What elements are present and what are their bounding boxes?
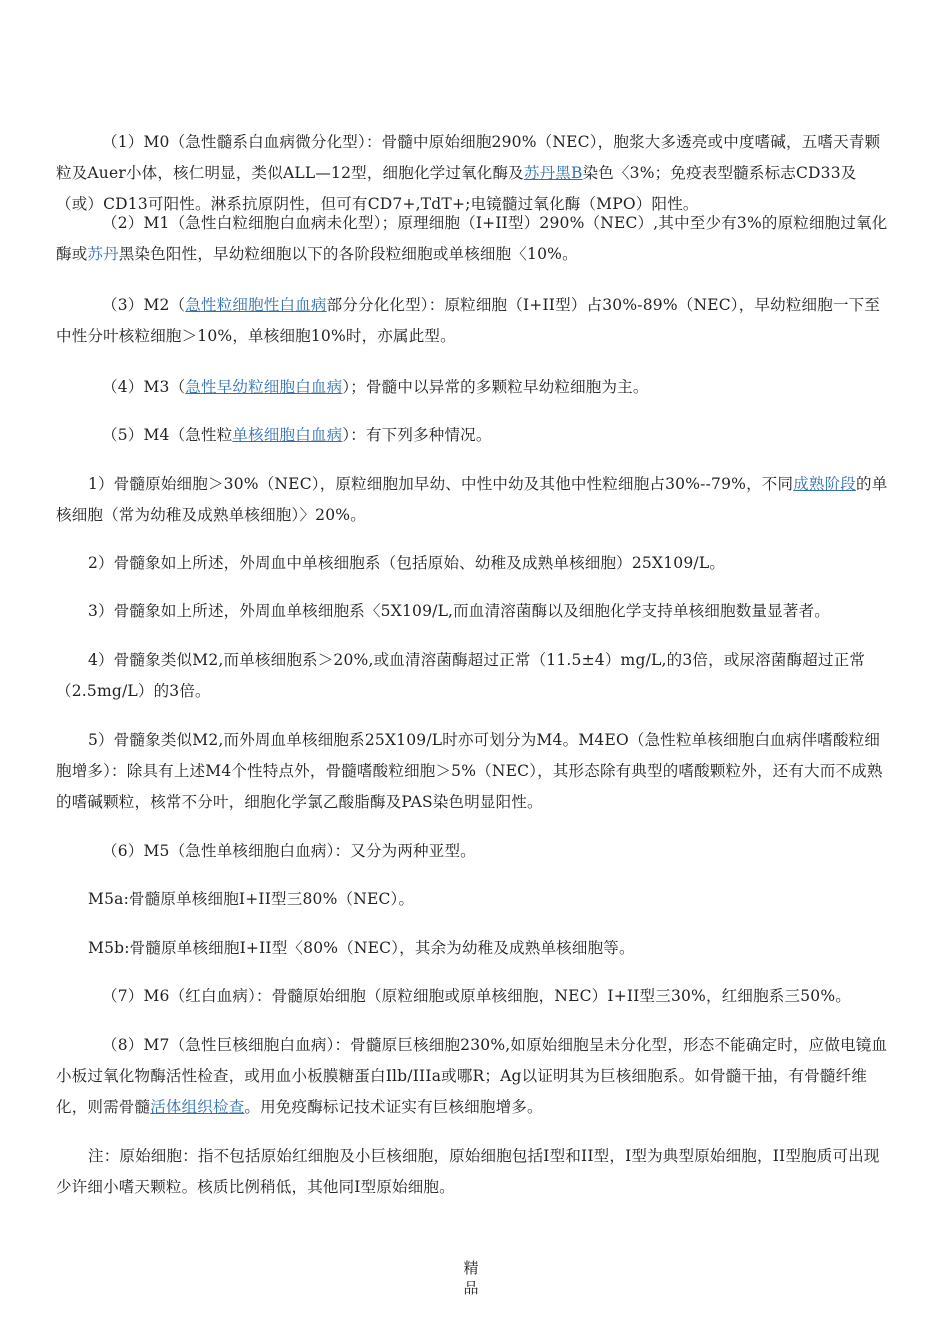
- paragraph-m0-text-pre: （1）M0（急性髓系白血病微分化型）：骨髓中原始细胞290%（NEC），胞浆大多透亮或中度嗜碱，五嗜天青颗粒及Auer小体，核仁明显，类似ALL—12型，细胞化学过氧化酶及: [56, 133, 881, 182]
- paragraph-m4-item-1-text-pre: 1）骨髓原始细胞＞30%（NEC），原粒细胞加早幼、中性中幼及其他中性粒细胞占30%--79%，不同: [88, 475, 794, 493]
- paragraph-m7: [56, 1030, 894, 1123]
- paragraph-m2: [56, 290, 894, 352]
- paragraph-m1-text-post: 黑染色阳性，早幼粒细胞以下的各阶段粒细胞或单核细胞〈10%。: [118, 245, 578, 263]
- paragraph-m4: [56, 420, 894, 451]
- paragraph-m0-text-post: 染色〈3%；免疫表型髓系标志CD33及（或）CD13可阳性。淋系抗原阴性，但可有CD7+,TdT+;电镜髓过氧化酶（MPO）阳性。: [56, 164, 857, 213]
- paragraph-m7-text-pre: （8）M7（急性巨核细胞白血病）：骨髓原巨核细胞230%,如原始细胞呈未分化型，形态不能确定时，应做电镜血小板过氧化物酶活性检查，或用血小板膜糖蛋白Ilb/IIIa或哪R；Ag以证明其为巨核细胞系。如骨髓干抽，有骨髓纤维化，则需骨髓: [56, 1036, 888, 1116]
- link-maturation-stage[interactable]: 成熟阶段: [793, 475, 856, 493]
- paragraph-m4-text-pre: （5）M4（急性粒: [102, 426, 233, 444]
- paragraph-m2-text-post: 部分分化化型）：原粒细胞（I+II型）占30%-89%（NEC），早幼粒细胞一下至中性分叶核粒细胞＞10%，单核细胞10%时，亦属此型。: [56, 296, 881, 345]
- paragraph-note: 注：原始细胞：指不包括原始红细胞及小巨核细胞，原始细胞包括I型和II型，I型为典型原始细胞，II型胞质可出现少许细小嗜天颗粒。核质比例稍低，其他同I型原始细胞。: [56, 1147, 880, 1196]
- paragraph-m5a: M5a:骨髓原单核细胞I+II型三80%（NEC）。: [88, 890, 415, 908]
- footer-char-2: 品: [463, 1279, 479, 1297]
- paragraph-m4-item-3: 3）骨髓象如上所述，外周血单核细胞系〈5X109/L,而血清溶菌酶以及细胞化学支持单核细胞数量显著者。: [88, 602, 830, 620]
- link-acute-promyelocytic-leukemia[interactable]: 急性早幼粒细胞白血病: [185, 378, 343, 396]
- footer-char-1: 精: [463, 1259, 479, 1277]
- link-biopsy[interactable]: 活体组织检查: [150, 1098, 245, 1116]
- paragraph-m3-text-post: ）；骨髓中以异常的多颗粒早幼粒细胞为主。: [342, 378, 649, 396]
- paragraph-m6: （7）M6（红白血病）：骨髓原始细胞（原粒细胞或原单核细胞，NEC）I+II型三30%，红细胞系三50%。: [102, 987, 851, 1005]
- paragraph-m4-item-1-text-post: 的单核细胞（常为幼稚及成熟单核细胞）〉20%。: [56, 475, 888, 524]
- paragraph-m7-text-post: 。用免疫酶标记技术证实有巨核细胞增多。: [244, 1098, 543, 1116]
- paragraph-m4-item-4: 4）骨髓象类似M2,而单核细胞系＞20%,或血清溶菌酶超过正常（11.5±4）mg/L,的3倍，或尿溶菌酶超过正常（2.5mg/L）的3倍。: [56, 651, 866, 700]
- paragraph-m5: （6）M5（急性单核细胞白血病）：又分为两种亚型。: [102, 842, 476, 860]
- paragraph-m4-text-post: ）：有下列多种情况。: [342, 426, 492, 444]
- paragraph-m1-text-pre: （2）M1（急性白粒细胞白血病未化型）；原理细胞（I+II型）290%（NEC）,其中至少有3%的原粒细胞过氧化酶或: [56, 214, 888, 263]
- link-sudan-black-b[interactable]: 苏丹黑B: [523, 164, 583, 182]
- paragraph-m4-item-2: 2）骨髓象如上所述，外周血中单核细胞系（包括原始、幼稚及成熟单核细胞）25X109/L。: [88, 554, 726, 572]
- paragraph-m4-item-5: 5）骨髓象类似M2,而外周血单核细胞系25X109/L时亦可划分为M4。M4EO（急性粒单核细胞白血病伴嗜酸粒细胞增多）：除具有上述M4个性特点外，骨髓嗜酸粒细胞＞5%（NEC），其形态除有典型的嗜酸颗粒外，还有大而不成熟的嗜碱颗粒，核常不分叶，细胞化学氯乙酸脂酶及PAS染色明显阳性。: [56, 731, 883, 811]
- link-sudan[interactable]: 苏丹: [87, 245, 119, 263]
- paragraph-m3-text-pre: （4）M3（: [102, 378, 186, 396]
- footer-mark: [460, 1258, 482, 1298]
- paragraph-m4-item-1: [56, 469, 894, 531]
- paragraph-m2-text-pre: （3）M2（: [102, 296, 186, 314]
- link-acute-myeloid-leukemia[interactable]: 急性粒细胞性白血病: [185, 296, 327, 314]
- paragraph-m5b: M5b:骨髓原单核细胞I+II型〈80%（NEC），其余为幼稚及成熟单核细胞等。: [88, 939, 635, 957]
- link-monocytic-leukemia[interactable]: 单核细胞白血病: [232, 426, 343, 444]
- paragraph-m1: [56, 208, 894, 270]
- paragraph-m3: [56, 372, 894, 403]
- paragraph-m0: [56, 127, 894, 220]
